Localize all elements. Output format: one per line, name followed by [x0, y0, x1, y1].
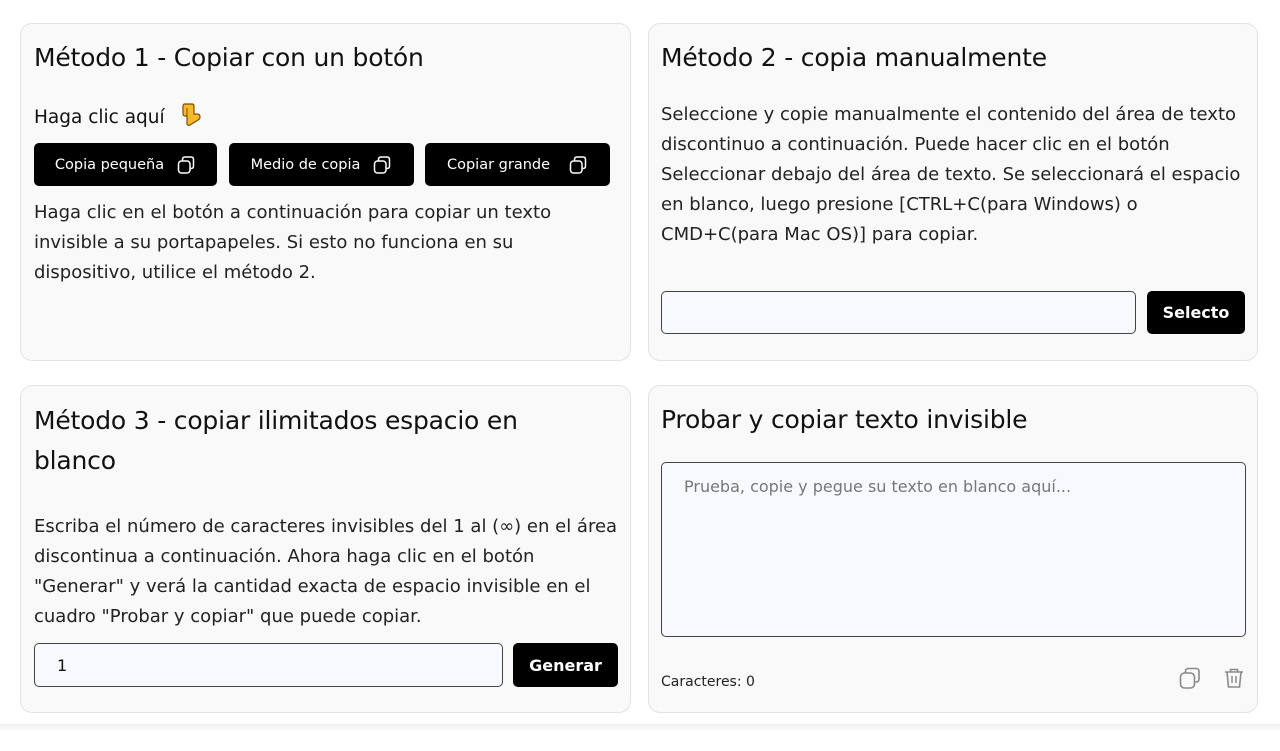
generate-button[interactable]: Generar [513, 643, 618, 687]
click-here-label: Haga clic aquí [34, 103, 201, 136]
pointing-down-emoji-icon [179, 103, 201, 136]
trash-icon[interactable] [1221, 665, 1247, 691]
manual-copy-field[interactable] [661, 291, 1136, 334]
select-button[interactable]: Selecto [1147, 291, 1245, 334]
method-1-description: Haga clic en el botón a continuación para copiar un texto invisible a su portapapeles. Si esto no funciona en su dispositivo, utilice el método 2. [34, 202, 552, 283]
tester-card [648, 385, 1258, 713]
copy-icon [176, 155, 196, 175]
method-2-title: Método 2 - copia manualmente [661, 43, 1047, 72]
method-1-card [20, 23, 631, 361]
copy-icon [372, 155, 392, 175]
invisible-count-input[interactable] [34, 643, 503, 687]
method-3-description: Escriba el número de caracteres invisibles del 1 al (∞) en el área discontinua a continuación. Ahora haga clic en el botón "Generar" y verá la cantidad exacta de espacio invisible en el cuadro "Probar y copiar" que puede copiar. [34, 516, 618, 627]
copy-small-button[interactable]: Copia pequeña [34, 143, 217, 186]
method-2-card [648, 23, 1258, 361]
method-3-card [20, 385, 631, 713]
page-bottom-divider [0, 724, 1280, 730]
test-textarea[interactable] [661, 462, 1246, 637]
method-1-title: Método 1 - Copiar con un botón [34, 43, 424, 72]
tester-title: Probar y copiar texto invisible [661, 405, 1028, 434]
method-3-title: Método 3 - copiar ilimitados espacio en blanco [34, 406, 518, 475]
copy-large-button[interactable]: Copiar grande [425, 143, 610, 186]
copy-icon[interactable] [1177, 665, 1203, 691]
method-2-description: Seleccione y copie manualmente el contenido del área de texto discontinuo a continuación. Puede hacer clic en el botón Seleccionar debajo del área de texto. Se seleccionará el espacio en blanco, luego presione [CTRL+C(para Windows) o CMD+C(para Mac OS)] para copiar. [661, 104, 1241, 245]
copy-icon [568, 155, 588, 175]
character-count: Caracteres: 0 [661, 674, 755, 690]
copy-medium-button[interactable]: Medio de copia [229, 143, 414, 186]
